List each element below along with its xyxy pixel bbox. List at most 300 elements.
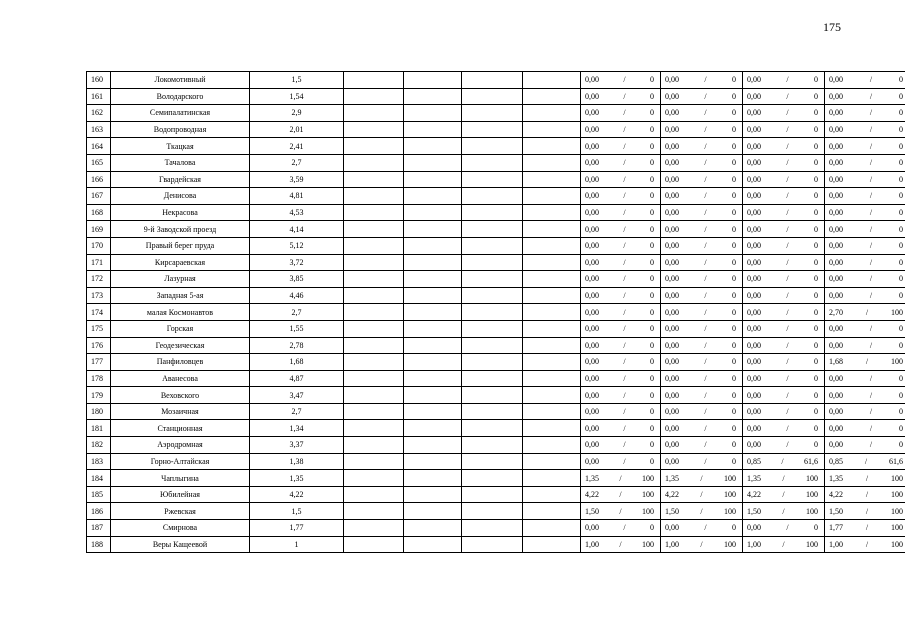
value-percent: 0 (813, 291, 818, 301)
value-pair-cell (743, 287, 825, 304)
length-cell: 1,38 (250, 453, 344, 470)
value-pair-cell (743, 154, 825, 171)
value-percent: 0 (649, 241, 654, 251)
value-pair-cell (743, 437, 825, 454)
street-name-cell: Правый берег пруда (111, 237, 250, 254)
value-separator: / (623, 125, 626, 135)
value-pair-cell (825, 337, 905, 354)
value-pair (825, 388, 905, 403)
value-amount: 0,00 (585, 407, 599, 417)
value-separator: / (865, 523, 869, 533)
street-name-cell: малая Космонавтов (111, 304, 250, 321)
street-name-cell: Чаплыгина (111, 470, 250, 487)
value-pair-cell (661, 503, 743, 520)
value-pair (581, 371, 660, 386)
value-pair-cell (743, 271, 825, 288)
value-percent: 0 (813, 307, 818, 317)
value-pair-cell (825, 237, 905, 254)
value-separator: / (623, 75, 626, 85)
value-separator: / (704, 274, 707, 284)
value-amount: 1,50 (747, 506, 761, 516)
value-percent: 0 (649, 440, 654, 450)
empty-cell (523, 337, 581, 354)
value-amount: 0,00 (665, 523, 679, 533)
row-number-cell: 173 (87, 287, 111, 304)
empty-cell (344, 536, 404, 553)
table-row (87, 171, 905, 188)
value-amount: 0,00 (585, 340, 599, 350)
value-separator: / (786, 357, 789, 367)
value-separator: / (869, 373, 873, 383)
value-percent: 0 (813, 324, 818, 334)
value-amount: 0,00 (747, 390, 761, 400)
value-pair-cell (743, 370, 825, 387)
table-row (87, 287, 905, 304)
value-percent: 0 (813, 75, 818, 85)
empty-cell (462, 403, 523, 420)
value-pair (581, 205, 660, 220)
empty-cell (523, 72, 581, 89)
value-amount: 0,00 (829, 224, 843, 234)
value-percent: 0 (649, 125, 654, 135)
value-separator: / (700, 473, 703, 483)
empty-cell (523, 138, 581, 155)
value-pair (661, 188, 742, 203)
value-pair-cell (743, 354, 825, 371)
value-pair-cell (743, 121, 825, 138)
table-row (87, 437, 905, 454)
length-cell: 2,7 (250, 154, 344, 171)
value-pair (825, 487, 905, 502)
value-pair-cell (581, 470, 661, 487)
empty-cell (462, 188, 523, 205)
value-percent: 0 (898, 108, 903, 118)
value-pair-cell (581, 72, 661, 89)
value-pair (743, 172, 824, 187)
value-pair-cell (743, 254, 825, 271)
row-number-cell: 169 (87, 221, 111, 238)
value-pair (825, 271, 905, 286)
table-row (87, 188, 905, 205)
value-percent: 100 (723, 539, 736, 549)
value-separator: / (704, 456, 707, 466)
value-pair-cell (581, 453, 661, 470)
value-separator: / (623, 174, 626, 184)
length-cell: 3,59 (250, 171, 344, 188)
value-pair-cell (661, 204, 743, 221)
empty-cell (523, 320, 581, 337)
empty-cell (404, 320, 462, 337)
street-name-cell: Юбилейная (111, 486, 250, 503)
value-pair (743, 371, 824, 386)
value-amount: 4,22 (747, 490, 761, 500)
value-pair (825, 321, 905, 336)
value-amount: 0,00 (665, 357, 679, 367)
street-name-cell: Водопроводная (111, 121, 250, 138)
length-cell: 1,54 (250, 88, 344, 105)
value-percent: 100 (641, 506, 654, 516)
empty-cell (404, 486, 462, 503)
length-cell: 4,87 (250, 370, 344, 387)
value-pair (661, 305, 742, 320)
empty-cell (344, 154, 404, 171)
value-percent: 0 (813, 241, 818, 251)
row-number-cell: 186 (87, 503, 111, 520)
value-pair-cell (743, 320, 825, 337)
value-amount: 0,00 (585, 241, 599, 251)
value-separator: / (865, 506, 869, 516)
empty-cell (462, 204, 523, 221)
value-pair-cell (825, 72, 905, 89)
value-percent: 0 (649, 91, 654, 101)
value-pair (661, 238, 742, 253)
value-amount: 1,68 (829, 357, 843, 367)
value-pair (825, 537, 905, 552)
value-pair (661, 404, 742, 419)
empty-cell (404, 138, 462, 155)
value-separator: / (786, 340, 789, 350)
empty-cell (523, 254, 581, 271)
value-separator: / (869, 108, 873, 118)
value-pair (581, 122, 660, 137)
value-separator: / (704, 257, 707, 267)
empty-cell (404, 536, 462, 553)
row-number-cell: 167 (87, 188, 111, 205)
value-percent: 0 (813, 423, 818, 433)
value-pair-cell (581, 520, 661, 537)
empty-cell (404, 470, 462, 487)
value-separator: / (704, 125, 707, 135)
value-pair (825, 89, 905, 104)
value-pair (825, 454, 905, 469)
value-pair-cell (581, 486, 661, 503)
value-pair-cell (825, 121, 905, 138)
value-percent: 0 (649, 274, 654, 284)
value-separator: / (623, 440, 626, 450)
value-percent: 0 (898, 257, 903, 267)
value-percent: 0 (813, 340, 818, 350)
value-pair-cell (743, 337, 825, 354)
value-separator: / (704, 158, 707, 168)
value-separator: / (623, 307, 626, 317)
value-pair (743, 471, 824, 486)
value-percent: 0 (813, 125, 818, 135)
value-separator: / (869, 125, 873, 135)
value-pair (581, 155, 660, 170)
value-separator: / (786, 224, 789, 234)
value-percent: 0 (649, 224, 654, 234)
length-cell: 2,7 (250, 403, 344, 420)
value-separator: / (786, 174, 789, 184)
value-percent: 0 (649, 407, 654, 417)
empty-cell (462, 271, 523, 288)
length-cell: 1,68 (250, 354, 344, 371)
value-amount: 0,00 (585, 390, 599, 400)
value-amount: 0,00 (665, 125, 679, 135)
row-number-cell: 168 (87, 204, 111, 221)
value-pair (825, 155, 905, 170)
value-amount: 0,00 (665, 141, 679, 151)
street-name-cell: Станционная (111, 420, 250, 437)
table-row (87, 503, 905, 520)
empty-cell (344, 237, 404, 254)
table-row (87, 254, 905, 271)
value-percent: 0 (898, 423, 903, 433)
value-pair (743, 139, 824, 154)
empty-cell (344, 204, 404, 221)
empty-cell (523, 304, 581, 321)
value-separator: / (704, 407, 707, 417)
value-percent: 100 (890, 506, 903, 516)
table-row (87, 221, 905, 238)
value-pair (581, 321, 660, 336)
empty-cell (344, 354, 404, 371)
value-pair (661, 471, 742, 486)
empty-cell (462, 221, 523, 238)
row-number-cell: 176 (87, 337, 111, 354)
value-amount: 0,00 (829, 423, 843, 433)
value-percent: 0 (731, 291, 736, 301)
value-pair (581, 537, 660, 552)
value-pair (743, 188, 824, 203)
value-pair (825, 305, 905, 320)
value-pair (825, 520, 905, 535)
empty-cell (344, 105, 404, 122)
value-separator: / (786, 75, 789, 85)
value-pair (661, 437, 742, 452)
value-pair (825, 105, 905, 120)
value-pair (581, 388, 660, 403)
value-amount: 0,00 (747, 224, 761, 234)
empty-cell (523, 387, 581, 404)
value-amount: 0,00 (585, 208, 599, 218)
value-percent: 0 (898, 407, 903, 417)
value-percent: 0 (898, 291, 903, 301)
value-percent: 0 (898, 158, 903, 168)
row-number-cell: 184 (87, 470, 111, 487)
value-pair (825, 371, 905, 386)
value-separator: / (704, 340, 707, 350)
value-separator: / (623, 407, 626, 417)
value-percent: 100 (641, 539, 654, 549)
value-pair-cell (825, 138, 905, 155)
value-separator: / (623, 141, 626, 151)
value-percent: 0 (649, 257, 654, 267)
value-separator: / (782, 473, 785, 483)
value-pair-cell (581, 387, 661, 404)
value-pair-cell (743, 486, 825, 503)
value-separator: / (704, 291, 707, 301)
value-amount: 0,00 (747, 108, 761, 118)
empty-cell (404, 188, 462, 205)
value-amount: 0,00 (829, 274, 843, 284)
value-separator: / (865, 307, 869, 317)
value-amount: 0,00 (829, 340, 843, 350)
row-number-cell: 172 (87, 271, 111, 288)
empty-cell (404, 520, 462, 537)
value-pair (581, 305, 660, 320)
value-pair-cell (825, 287, 905, 304)
value-percent: 0 (813, 91, 818, 101)
value-pair (743, 454, 824, 469)
value-separator: / (869, 208, 873, 218)
table-row (87, 105, 905, 122)
street-name-cell: Геодезическая (111, 337, 250, 354)
row-number-cell: 164 (87, 138, 111, 155)
value-pair (661, 72, 742, 87)
value-percent: 0 (813, 390, 818, 400)
value-percent: 0 (731, 373, 736, 383)
value-amount: 0,00 (585, 307, 599, 317)
value-pair-cell (581, 154, 661, 171)
value-pair-cell (743, 520, 825, 537)
value-pair-cell (661, 271, 743, 288)
value-pair (825, 288, 905, 303)
value-amount: 4,22 (585, 490, 599, 500)
value-separator: / (786, 125, 789, 135)
value-amount: 0,00 (585, 108, 599, 118)
empty-cell (462, 387, 523, 404)
value-amount: 0,00 (665, 423, 679, 433)
table-row (87, 271, 905, 288)
value-pair (743, 238, 824, 253)
value-pair-cell (661, 420, 743, 437)
value-amount: 0,00 (585, 158, 599, 168)
value-amount: 0,00 (747, 158, 761, 168)
value-pair-cell (661, 320, 743, 337)
empty-cell (462, 503, 523, 520)
value-pair (825, 471, 905, 486)
value-pair (661, 454, 742, 469)
empty-cell (404, 370, 462, 387)
value-percent: 0 (649, 390, 654, 400)
empty-cell (523, 486, 581, 503)
length-cell: 4,14 (250, 221, 344, 238)
value-amount: 0,00 (829, 407, 843, 417)
value-percent: 0 (649, 307, 654, 317)
value-separator: / (623, 257, 626, 267)
empty-cell (523, 271, 581, 288)
value-separator: / (704, 423, 707, 433)
length-cell: 3,72 (250, 254, 344, 271)
value-separator: / (623, 390, 626, 400)
value-amount: 0,00 (665, 407, 679, 417)
empty-cell (404, 403, 462, 420)
empty-cell (344, 304, 404, 321)
value-amount: 0,00 (747, 307, 761, 317)
value-pair (825, 72, 905, 87)
value-separator: / (786, 91, 789, 101)
value-separator: / (704, 75, 707, 85)
value-pair (661, 222, 742, 237)
length-cell: 1 (250, 536, 344, 553)
value-pair (661, 172, 742, 187)
value-percent: 0 (649, 208, 654, 218)
value-amount: 0,00 (665, 373, 679, 383)
value-amount: 0,85 (747, 456, 761, 466)
value-percent: 0 (731, 257, 736, 267)
length-cell: 2,9 (250, 105, 344, 122)
length-cell: 1,34 (250, 420, 344, 437)
value-pair-cell (661, 536, 743, 553)
value-pair (661, 155, 742, 170)
empty-cell (462, 72, 523, 89)
value-amount: 0,00 (665, 440, 679, 450)
value-amount: 0,00 (829, 75, 843, 85)
value-pair (581, 172, 660, 187)
empty-cell (344, 437, 404, 454)
value-separator: / (786, 257, 789, 267)
value-amount: 1,50 (585, 506, 599, 516)
value-amount: 0,00 (829, 324, 843, 334)
value-pair (825, 238, 905, 253)
value-pair-cell (825, 370, 905, 387)
empty-cell (523, 470, 581, 487)
value-pair-cell (581, 420, 661, 437)
value-amount: 0,00 (665, 324, 679, 334)
length-cell: 5,12 (250, 237, 344, 254)
length-cell: 1,77 (250, 520, 344, 537)
value-pair-cell (661, 370, 743, 387)
empty-cell (344, 470, 404, 487)
value-amount: 0,00 (747, 340, 761, 350)
empty-cell (523, 204, 581, 221)
value-amount: 0,00 (747, 407, 761, 417)
value-percent: 0 (731, 141, 736, 151)
table-row (87, 204, 905, 221)
value-pair (661, 338, 742, 353)
value-separator: / (623, 523, 626, 533)
value-amount: 0,00 (665, 75, 679, 85)
value-amount: 1,50 (665, 506, 679, 516)
value-separator: / (704, 440, 707, 450)
value-percent: 0 (649, 174, 654, 184)
value-separator: / (869, 340, 873, 350)
value-amount: 1,77 (829, 523, 843, 533)
value-percent: 0 (649, 373, 654, 383)
value-pair-cell (661, 121, 743, 138)
empty-cell (462, 420, 523, 437)
value-percent: 0 (898, 174, 903, 184)
empty-cell (344, 271, 404, 288)
street-name-cell: Панфиловцев (111, 354, 250, 371)
value-pair (825, 122, 905, 137)
value-amount: 0,00 (585, 224, 599, 234)
value-separator: / (786, 307, 789, 317)
value-amount: 0,00 (665, 274, 679, 284)
value-separator: / (786, 324, 789, 334)
value-pair-cell (661, 237, 743, 254)
value-percent: 100 (805, 473, 818, 483)
length-cell: 2,7 (250, 304, 344, 321)
empty-cell (344, 171, 404, 188)
value-amount: 0,00 (665, 174, 679, 184)
value-separator: / (786, 407, 789, 417)
value-pair-cell (743, 88, 825, 105)
value-separator: / (704, 324, 707, 334)
value-percent: 0 (731, 191, 736, 201)
value-amount: 0,00 (665, 257, 679, 267)
value-separator: / (869, 324, 873, 334)
street-name-cell: Смирнова (111, 520, 250, 537)
value-pair (581, 72, 660, 87)
value-separator: / (704, 208, 707, 218)
value-pair (825, 354, 905, 369)
street-name-cell: Веры Кащеевой (111, 536, 250, 553)
value-percent: 0 (649, 523, 654, 533)
value-pair (825, 139, 905, 154)
value-amount: 0,00 (747, 423, 761, 433)
